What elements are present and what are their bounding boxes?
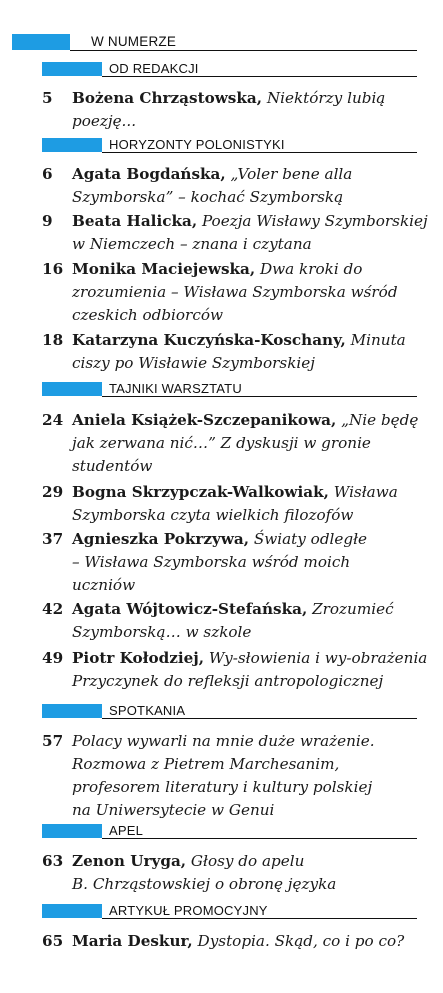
entry-title: Światy odległe xyxy=(253,530,368,548)
entry-title-line: uczniów xyxy=(72,576,136,594)
entry-title: Głosy do apelu xyxy=(190,852,305,870)
entry-page-number: 63 xyxy=(42,852,64,870)
section-accent-bar xyxy=(42,904,102,918)
section-accent-bar xyxy=(42,824,102,838)
entry-page-number: 37 xyxy=(42,530,64,548)
entry-title-line: profesorem literatury i kultury polskiej xyxy=(72,778,373,796)
entry-page-number: 6 xyxy=(42,165,53,183)
entry-page-number: 9 xyxy=(42,212,53,230)
entry-title: Wisława xyxy=(333,483,398,501)
entry-author: Agata Bogdańska, xyxy=(72,165,226,183)
section-artykul-promocyjny xyxy=(42,904,417,920)
section-tajniki-warsztatu xyxy=(42,382,417,398)
entry-title-line: Szymborska” – kochać Szymborską xyxy=(72,188,344,206)
entry-author: Bożena Chrząstowska, xyxy=(72,89,262,107)
entry-author: Aniela Książek-Szczepanikowa, xyxy=(72,411,337,429)
section-label: ARTYKUŁ PROMOCYJNY xyxy=(109,903,268,918)
section-accent-bar xyxy=(42,138,102,152)
entry-page-number: 57 xyxy=(42,732,64,750)
header-rule xyxy=(70,50,417,51)
entry-page-number: 29 xyxy=(42,483,64,501)
section-horyzonty-polonistyki xyxy=(42,138,417,154)
section-rule xyxy=(102,396,417,397)
contents-header-label: W NUMERZE xyxy=(91,34,177,49)
entry-title: Wy-słowienia i wy-obrażenia xyxy=(208,649,428,667)
entry-title-line: poezję... xyxy=(72,112,137,130)
entry-title-line: jak zerwana nić…” Z dyskusji w gronie xyxy=(72,434,371,452)
entry-title-line: na Uniwersytecie w Genui xyxy=(72,801,275,819)
section-label: TAJNIKI WARSZTATU xyxy=(109,381,242,396)
section-label: APEL xyxy=(109,823,144,838)
entry-title: Poezja Wisławy Szymborskiej xyxy=(201,212,428,230)
entry-title-line: – Wisława Szymborska wśród moich xyxy=(72,553,351,571)
entry-title-line: Przyczynek do refleksji antropologicznej xyxy=(72,672,384,690)
entry-title-line: w Niemczech – znana i czytana xyxy=(72,235,312,253)
section-rule xyxy=(102,152,417,153)
section-apel xyxy=(42,824,417,840)
entry-author: Beata Halicka, xyxy=(72,212,198,230)
entry-title: „Nie będę xyxy=(341,411,419,429)
section-accent-bar xyxy=(42,382,102,396)
entry-title-line: Rozmowa z Pietrem Marchesanim, xyxy=(72,755,340,773)
entry-author: Monika Maciejewska, xyxy=(72,260,256,278)
entry-title: Zrozumieć xyxy=(312,600,394,618)
entry-title: Niektórzy lubią xyxy=(266,89,386,107)
entry-title: Dwa kroki do xyxy=(260,260,363,278)
entry-page-number: 5 xyxy=(42,89,53,107)
section-rule xyxy=(102,718,417,719)
entry-page-number: 65 xyxy=(42,932,64,950)
entry-author: Katarzyna Kuczyńska-Koschany, xyxy=(72,331,346,349)
entry-title-line: studentów xyxy=(72,457,153,475)
section-label: HORYZONTY POLONISTYKI xyxy=(109,137,285,152)
section-label: SPOTKANIA xyxy=(109,703,186,718)
header-accent-bar xyxy=(12,34,70,50)
section-od-redakcji xyxy=(42,62,417,78)
entry-page-number: 18 xyxy=(42,331,64,349)
entry-title-line: Szymborska czyta wielkich filozofów xyxy=(72,506,354,524)
section-rule xyxy=(102,838,417,839)
section-spotkania xyxy=(42,704,417,720)
section-rule xyxy=(102,918,417,919)
entry-author: Maria Deskur, xyxy=(72,932,193,950)
entry-page-number: 24 xyxy=(42,411,64,429)
section-accent-bar xyxy=(42,704,102,718)
section-accent-bar xyxy=(42,62,102,76)
entry-title: Minuta xyxy=(350,331,406,349)
entry-title-line: czeskich odbiorców xyxy=(72,306,223,324)
entry-author: Bogna Skrzypczak-Walkowiak, xyxy=(72,483,329,501)
entry-author: Zenon Uryga, xyxy=(72,852,187,870)
entry-title-line: B. Chrząstowskiej o obronę języka xyxy=(72,875,337,893)
entry-title-line: ciszy po Wisławie Szymborskiej xyxy=(72,354,315,372)
entry-author: Agnieszka Pokrzywa, xyxy=(72,530,250,548)
section-rule xyxy=(102,76,417,77)
entry-page-number: 16 xyxy=(42,260,64,278)
entry-author: Agata Wójtowicz-Stefańska, xyxy=(72,600,308,618)
entry-title-line: zrozumienia – Wisława Szymborska wśród xyxy=(72,283,398,301)
contents-header xyxy=(12,34,417,52)
entry-title: Polacy wywarli na mnie duże wrażenie. xyxy=(72,732,375,750)
entry-author: Piotr Kołodziej, xyxy=(72,649,205,667)
entry-title-line: Szymborską… w szkole xyxy=(72,623,252,641)
entry-page-number: 42 xyxy=(42,600,64,618)
entry-page-number: 49 xyxy=(42,649,64,667)
section-label: OD REDAKCJI xyxy=(109,61,199,76)
entry-title: „Voler bene alla xyxy=(230,165,353,183)
entry-title: Dystopia. Skąd, co i po co? xyxy=(197,932,405,950)
